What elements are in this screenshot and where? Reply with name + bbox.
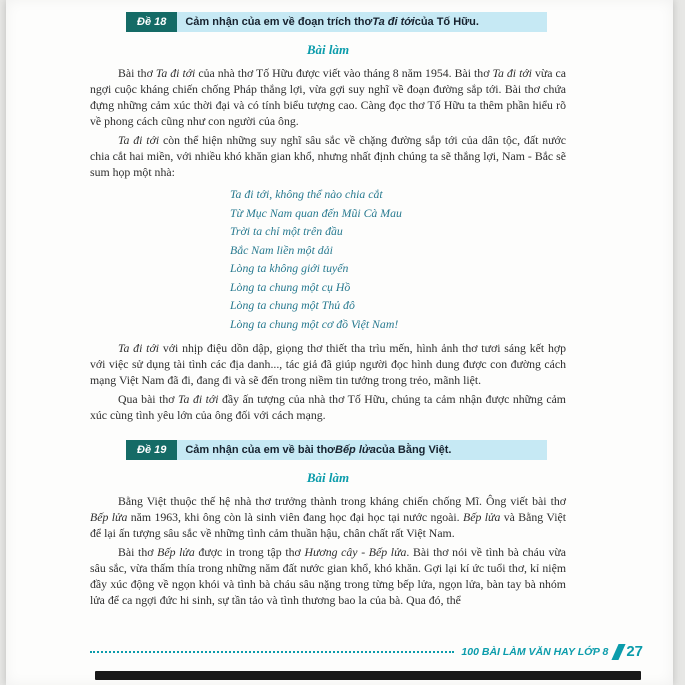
footer-book-title: 100 BÀI LÀM VĂN HAY LỚP 8 <box>461 645 609 658</box>
text-segment: Bài thơ <box>118 545 158 559</box>
de18-title-post: của Tố Hữu. <box>414 16 479 28</box>
text-segment: và Bằng Việt để lại ấn tượng sâu sắc về những tình cảm thuần hậu, chân chất rất Việt Nam. <box>90 510 566 540</box>
poem-line: Trời ta chỉ một trên đầu <box>230 224 343 238</box>
poem-title-inline: Ta đi tới <box>118 341 160 355</box>
de18-title <box>177 12 547 32</box>
poem-line: Lòng ta chung một cơ đồ Việt Nam! <box>230 316 399 331</box>
poem-block <box>230 185 566 333</box>
paragraph-3 <box>90 340 566 388</box>
section-gap <box>90 426 566 440</box>
paragraph-2 <box>90 132 566 180</box>
poem-title-inline: Ta đi tới <box>118 133 160 147</box>
text-segment: năm 1963, khi ông còn là sinh viên đang học đại học tại nước ngoài. <box>127 510 464 524</box>
de18-title-poem-name: Ta đi tới <box>372 16 415 28</box>
poem-title-inline: Bếp lửa <box>157 545 195 559</box>
book-title-inline: Hương cây - Bếp lửa <box>304 545 407 559</box>
poem-title-inline: Ta đi tới <box>155 66 196 80</box>
de18-header-bar <box>126 12 547 32</box>
page-content <box>6 0 673 608</box>
text-segment: được in trong tập thơ <box>194 545 305 559</box>
poem-title-inline: Bếp lửa <box>90 510 128 524</box>
poem-title-inline: Ta đi tới <box>178 392 219 406</box>
poem-line: Lòng ta chung một Thủ đô <box>230 298 355 312</box>
page-footer <box>90 643 643 660</box>
footer-slash-mark <box>612 644 626 660</box>
text-segment: Qua bài thơ <box>118 392 179 406</box>
paragraph-5 <box>90 493 566 541</box>
text-segment: Bài thơ <box>118 66 156 80</box>
de19-header-bar <box>126 440 547 460</box>
text-segment: đầy ấn tượng của nhà thơ Tố Hữu, chúng ta cảm nhận được những cảm xúc cùng tình yêu lớn của ông đối với cách mạng. <box>90 392 566 422</box>
poem-line: Từ Mục Nam quan đến Mũi Cà Mau <box>230 205 402 220</box>
de18-title-pre: Cảm nhận của em về đoạn trích thơ <box>185 16 373 28</box>
bailam-heading-2: Bài làm <box>306 470 350 485</box>
poem-line: Lòng ta chung một cụ Hồ <box>230 279 351 294</box>
paragraph-6 <box>90 544 566 608</box>
de18-label: Đề 18 <box>126 12 177 32</box>
bottom-edge-bar <box>95 671 641 680</box>
poem-line: Lòng ta không giới tuyến <box>230 261 349 275</box>
footer-dotted-line <box>90 651 454 653</box>
book-page <box>6 0 673 685</box>
de19-title-poem-name: Bếp lửa <box>335 444 376 456</box>
text-segment: còn thể hiện những suy nghĩ sâu sắc về chặng đường sắp tới của dân tộc, đất nước chia cắt hai miền, với nhiều khó khăn gian khổ, nhưng nhất định chúng ta sẽ thắng lợi, Nam - Bắc sẽ sum họp một nhà: <box>90 133 566 179</box>
text-segment: Bằng Việt thuộc thế hệ nhà thơ trưởng thành trong kháng chiến chống Mĩ. Ông viết bài thơ <box>118 494 566 508</box>
paragraph-4 <box>90 391 566 423</box>
poem-title-inline: Ta đi tới <box>492 66 532 80</box>
de19-title-post: của Bằng Việt. <box>375 444 452 456</box>
de19-title-pre: Cảm nhận của em về bài thơ <box>185 444 335 456</box>
text-segment: . Bài thơ nói về tình bà cháu vừa sâu sắc, vừa thấm thía trong những năm đất nước gian khổ, khó khăn. Gợi lại kí ức tuổi thơ, kỉ niệm đầy xúc động về ngọn khói và tình bà cháu sâu nặng trong từng bếp lửa, ngọn lửa, bàn tay bà nhóm lửa để ca ngợi đức hi sinh, sự tần tảo và tình thương bao la của bà. Qua đó, thể <box>90 545 566 607</box>
de19-label: Đề 19 <box>126 440 177 460</box>
text-segment: vừa ca ngợi cuộc kháng chiến chống Pháp thắng lợi, vừa gợi suy nghĩ về đoạn đường sắp tới. Bài thơ chứa đựng những cảm xúc thời đại và có tính biểu tượng cao. Càng đọc thơ Tố Hữu ta thêm phần hiểu rõ về phong cách cũng như con người của ông. <box>90 66 567 128</box>
paragraph-1 <box>90 65 566 129</box>
bailam-heading-1: Bài làm <box>306 42 350 57</box>
poem-line: Ta đi tới, không thể nào chia cắt <box>230 187 383 201</box>
text-segment: với nhịp điệu dồn dập, giọng thơ thiết tha trìu mến, hình ảnh thơ tươi sáng kết hợp với việc sử dụng tài tình các địa danh..., tác giả đã giúp người đọc hình dung được con đường cách mạng Việt Nam đã đi, đang đi và sẽ đến trong niềm tin tưởng trong trẻo, mãnh liệt. <box>90 341 566 387</box>
page-number: 27 <box>626 643 643 660</box>
text-segment: của nhà thơ Tố Hữu được viết vào tháng 8 năm 1954. Bài thơ <box>195 66 493 80</box>
de19-title <box>177 440 547 460</box>
poem-line: Bắc Nam liền một dải <box>230 242 333 257</box>
poem-title-inline: Bếp lửa <box>463 510 501 524</box>
